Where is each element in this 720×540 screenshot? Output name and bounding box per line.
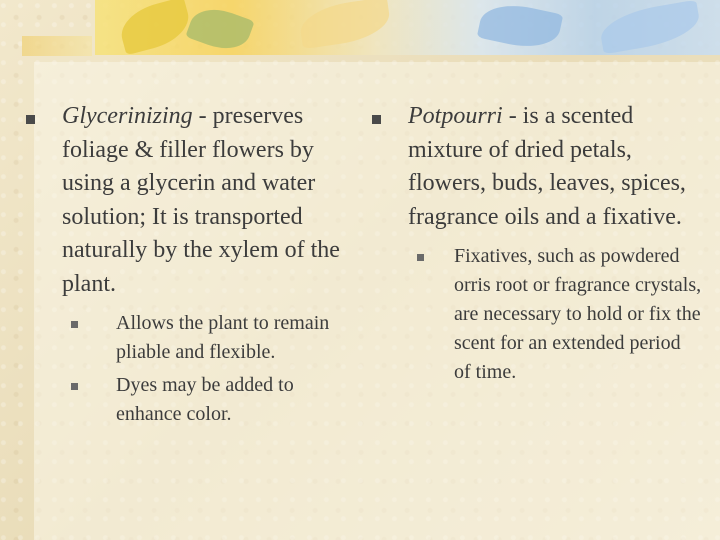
square-bullet-icon <box>417 254 424 261</box>
bullet-potpourri <box>372 100 702 234</box>
sub-bullet-text: Fixatives, such as powdered orris root or fragrance crystals, are necessary to hold or fix the scent for an extended period of time. <box>454 245 702 383</box>
banner-accent <box>22 36 92 56</box>
square-bullet-icon <box>372 115 381 124</box>
square-bullet-icon <box>71 383 78 390</box>
sub-bullet <box>417 242 702 387</box>
sub-bullet <box>71 309 356 367</box>
sub-bullet-text: Dyes may be added to enhance color. <box>116 374 294 425</box>
glycerinizing-definition: - preserves foliage & filler flowers by using a glycerin and water solution; It is transported naturally by the xylem of the plant. <box>62 103 340 297</box>
left-column <box>26 100 356 429</box>
right-column <box>372 100 702 387</box>
potpourri-definition: - is a scented mixture of dried petals, flowers, buds, leaves, spices, fragrance oils and a fixative. <box>408 103 686 230</box>
square-bullet-icon <box>26 115 35 124</box>
term-glycerinizing: Glycerinizing <box>62 103 193 129</box>
square-bullet-icon <box>71 321 78 328</box>
decorative-banner <box>0 0 720 62</box>
term-potpourri: Potpourri <box>408 103 503 129</box>
bullet-glycerinizing <box>26 100 356 301</box>
sub-bullet <box>71 371 356 429</box>
sub-bullet-text: Allows the plant to remain pliable and flexible. <box>116 312 330 363</box>
